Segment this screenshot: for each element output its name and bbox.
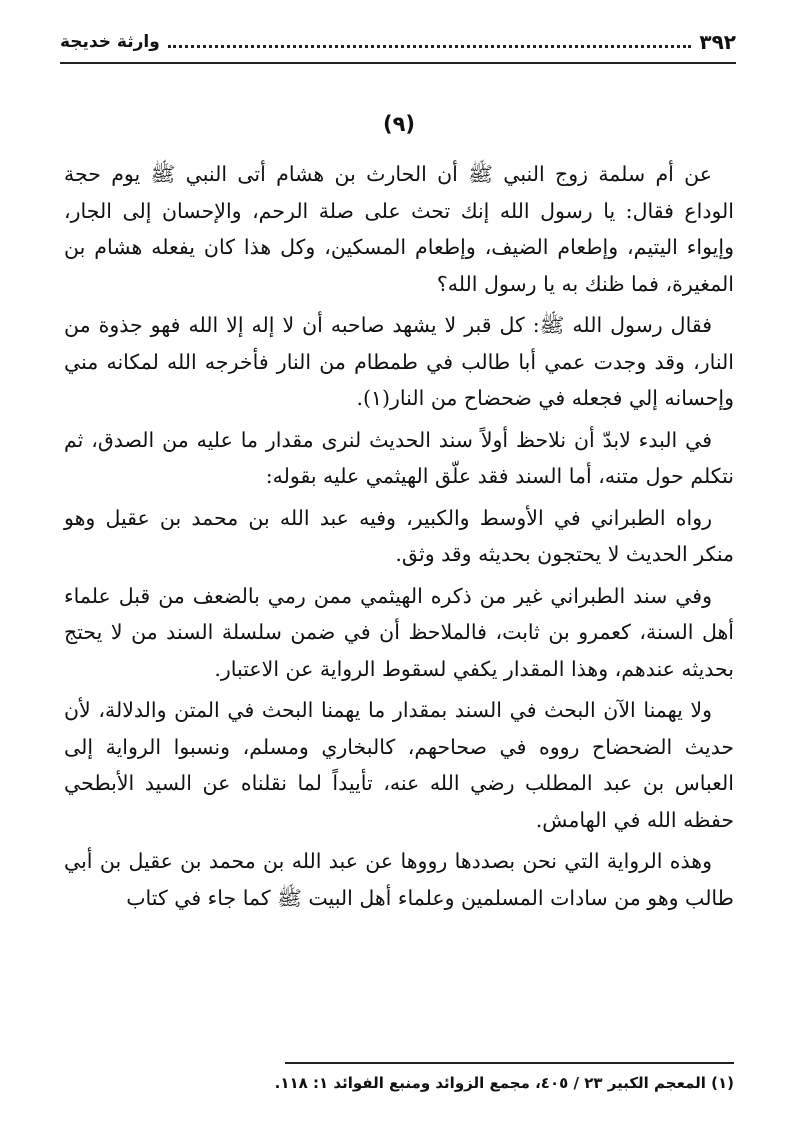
paragraph: في البدء لابدّ أن نلاحظ أولاً سند الحديث لنرى مقدار ما عليه من الصدق، ثم نتكلم حول متنه، أما السند فقد علّق الهيثمي عليه بقوله: <box>64 427 734 488</box>
paragraph: رواه الطبراني في الأوسط والكبير، وفيه عبد الله بن محمد بن عقيل وهو منكر الحديث لا يحتجون بحديثه وقد وثق. <box>64 505 734 566</box>
page-number: ٣٩٢ <box>699 30 736 54</box>
running-header <box>60 28 736 56</box>
footnote-rule <box>285 1062 734 1064</box>
footnote: (١) المعجم الكبير ٢٣ / ٤٠٥، مجمع الزوائد ومنبع الفوائد ١: ١١٨. <box>274 1074 734 1092</box>
header-dot-leader <box>168 37 692 48</box>
paragraph: فقال رسول الله ﷺ: كل قبر لا يشهد صاحبه أن لا إله إلا الله فهو جذوة من النار، وقد وجدت عمي أبا طالب في طمطام من النار فأخرجه الله لمكانه مني وإحسانه إلي فجعله في ضحضاح من النار(١). <box>64 313 734 410</box>
book-title: وارثة خديجة <box>60 32 160 52</box>
paragraph: ولا يهمنا الآن البحث في السند بمقدار ما يهمنا البحث في المتن والدلالة، لأن حديث الضحضاح رووه في صحاحهم، كالبخاري ومسلم، ونسبوا الرواية إلى العباس بن عبد المطلب رضي الله عنه، تأييداً لما نقلناه عن السيد الأبطحي حفظه الله في الهامش. <box>64 698 734 832</box>
section-number: (٩) <box>382 112 416 136</box>
paragraph: وهذه الرواية التي نحن بصددها رووها عن عبد الله بن محمد بن عقيل بن أبي طالب وهو من سادات المسلمين وعلماء أهل البيت ﷺ كما جاء في كتاب <box>64 849 734 910</box>
paragraph: وفي سند الطبراني غير من ذكره الهيثمي ممن رمي بالضعف من قبل علماء أهل السنة، كعمرو بن ثابت، فالملاحظ أن في ضمن سلسلة السند من لا يحتج بحديثه عندهم، وهذا المقدار يكفي لسقوط الرواية عن الاعتبار. <box>64 583 734 681</box>
body-text <box>64 156 734 916</box>
paragraph: عن أم سلمة زوج النبي ﷺ أن الحارث بن هشام أتى النبي ﷺ يوم حجة الوداع فقال: يا رسول الله إنك تحث على صلة الرحم، والإحسان إلى الجار، وإيواء اليتيم، وإطعام الضيف، وإطعام المسكين، وكل هذا كان يفعله هشام بن المغيرة، فما ظنك به يا رسول الله؟ <box>64 162 734 296</box>
header-rule <box>60 62 736 64</box>
